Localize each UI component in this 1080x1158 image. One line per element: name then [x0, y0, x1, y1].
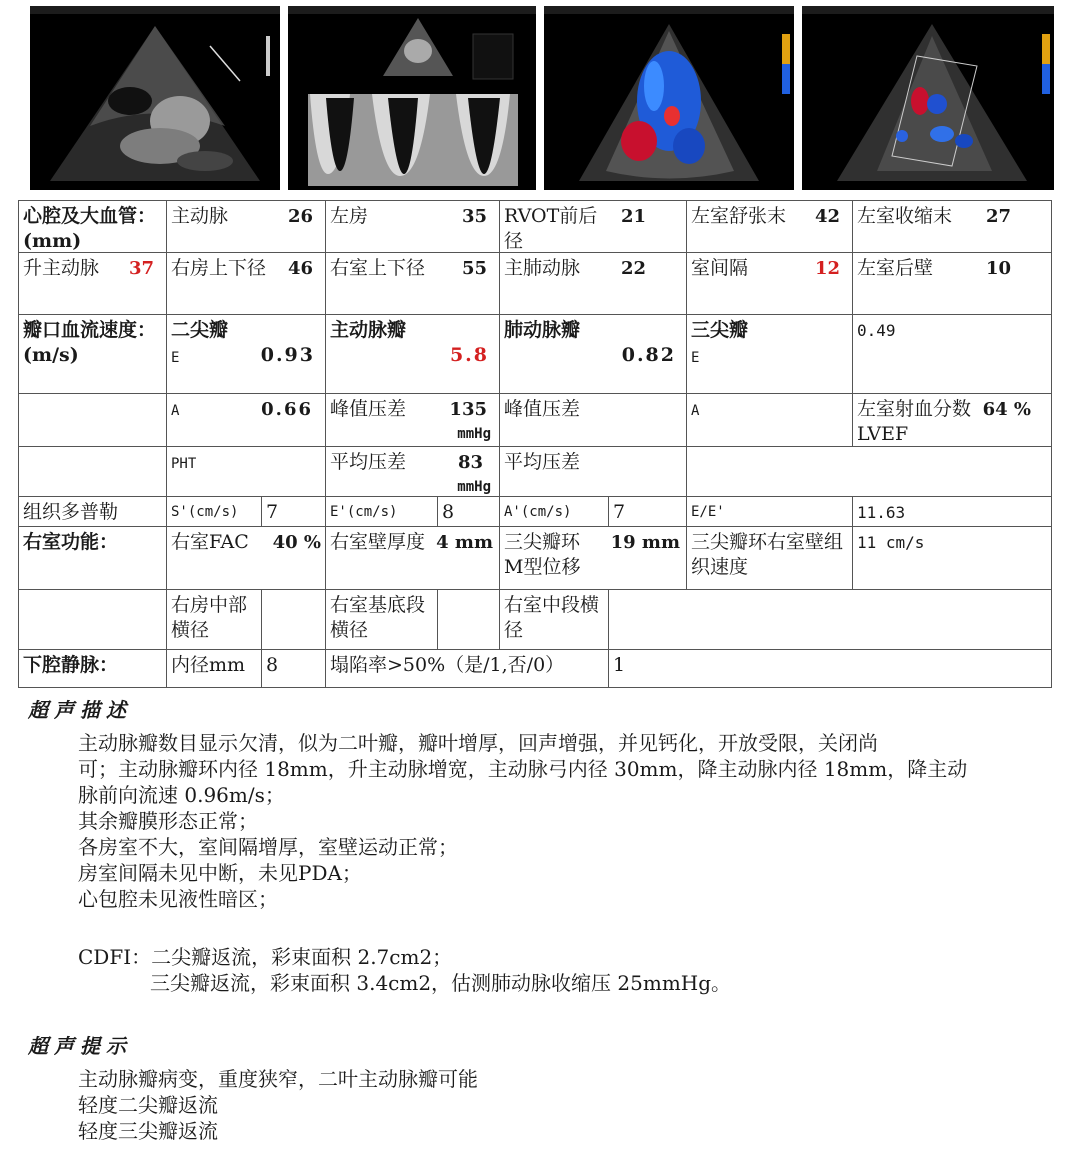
a-prime-label: A'(cm/s)	[499, 496, 609, 527]
measurement-table	[18, 200, 1052, 688]
tricuspid-valve-cell: 三尖瓣 E	[686, 314, 853, 394]
pulmonary-mean-gradient-cell: 平均压差	[499, 446, 687, 497]
empty-cell	[608, 589, 1052, 650]
conclusion-body	[78, 1066, 1058, 1144]
echo-image-doppler	[288, 6, 536, 190]
lvef-cell: 左室射血分数LVEF 64 %	[852, 393, 1052, 447]
conclusion-line: 轻度三尖瓣返流	[78, 1119, 218, 1143]
lv-end-diastolic-cell: 左室舒张末 42	[686, 200, 853, 253]
tricuspid-a-cell: A	[686, 393, 853, 447]
aortic-mean-gradient-cell: 平均压差 83 mmHg	[325, 446, 500, 497]
ra-long-axis-cell: 右房上下径 46	[166, 252, 326, 315]
conclusion-line: 轻度二尖瓣返流	[78, 1093, 218, 1117]
ivc-diameter-value: 8	[261, 649, 326, 688]
cardiac-chambers-header: 心腔及大血管：(mm)	[18, 200, 167, 253]
aorta-cell: 主动脉 26	[166, 200, 326, 253]
cdfi-line: CDFI：二尖瓣返流，彩束面积 2.7cm2；	[78, 945, 453, 969]
description-line: 其余瓣膜形态正常；	[78, 809, 258, 833]
pulmonary-valve-cell: 肺动脉瓣 0.82	[499, 314, 687, 394]
description-line: 心包腔未见液性暗区；	[78, 887, 278, 911]
conclusion-heading: 超声提示	[28, 1034, 132, 1058]
ascending-aorta-cell: 升主动脉 37	[18, 252, 167, 315]
cdfi-block	[78, 944, 1058, 996]
tissue-doppler-label: 组织多普勒	[18, 496, 167, 527]
rv-long-axis-cell: 右室上下径 55	[325, 252, 500, 315]
empty-cell	[18, 393, 167, 447]
rv-wall-thickness-cell: 右室壁厚度 4 mm	[325, 526, 500, 590]
tapse-cell: 三尖瓣环M型位移 19 mm	[499, 526, 687, 590]
mitral-a-cell: A 0.66	[166, 393, 326, 447]
ivs-cell: 室间隔 12	[686, 252, 853, 315]
valve-velocity-header: 瓣口血流速度：(m/s)	[18, 314, 167, 394]
lv-posterior-wall-cell: 左室后壁 10	[852, 252, 1052, 315]
ivc-collapse-label: 塌陷率>50%（是/1,否/0）	[325, 649, 609, 688]
description-line: 主动脉瓣数目显示欠清，似为二叶瓣，瓣叶增厚，回声增强，并见钙化，开放受限，关闭尚	[78, 731, 878, 755]
empty-cell	[18, 589, 167, 650]
echo-image-parasternal	[30, 6, 280, 190]
rvot-cell: RVOT前后径 21	[499, 200, 687, 253]
tricuspid-annulus-velocity-value: 11 cm/s	[852, 526, 1052, 590]
left-atrium-cell: 左房 35	[325, 200, 500, 253]
description-line: 可；主动脉瓣环内径 18mm，升主动脉增宽，主动脉弓内径 30mm，降主动脉内径 18mm，降主动	[78, 757, 968, 781]
mitral-valve-cell: 二尖瓣 E 0.93	[166, 314, 326, 394]
description-line: 脉前向流速 0.96m/s；	[78, 783, 285, 807]
s-prime-value: 7	[261, 496, 326, 527]
ivc-diameter-label: 内径mm	[166, 649, 262, 688]
pulmonary-peak-gradient-cell: 峰值压差	[499, 393, 687, 447]
description-line: 房室间隔未见中断，未见PDA；	[78, 861, 362, 885]
cdfi-line: 三尖瓣返流，彩束面积 3.4cm2，估测肺动脉收缩压 25mmHg。	[150, 971, 732, 995]
aortic-valve-cell: 主动脉瓣 5.8	[325, 314, 500, 394]
e-prime-value: 8	[437, 496, 500, 527]
ra-mid-diameter-value	[261, 589, 326, 650]
rv-mid-diameter-label: 右室中段横径	[499, 589, 609, 650]
empty-cell	[18, 446, 167, 497]
rv-basal-diameter-label: 右室基底段横径	[325, 589, 438, 650]
e-prime-label: E'(cm/s)	[325, 496, 438, 527]
ra-mid-diameter-label: 右房中部横径	[166, 589, 262, 650]
conclusion-line: 主动脉瓣病变，重度狭窄，二叶主动脉瓣可能	[78, 1067, 478, 1091]
a-prime-value: 7	[608, 496, 687, 527]
rv-fac-cell: 右室FAC 40 %	[166, 526, 326, 590]
description-body	[78, 730, 1058, 912]
aortic-peak-gradient-cell: 峰值压差 135 mmHg	[325, 393, 500, 447]
rv-basal-diameter-value	[437, 589, 500, 650]
e-over-e-prime-label: E/E'	[686, 496, 853, 527]
echo-image-color-doppler-1	[544, 6, 794, 190]
tricuspid-annulus-velocity-cell: 三尖瓣环右室壁组织速度	[686, 526, 853, 590]
echo-image-color-doppler-2	[802, 6, 1054, 190]
lv-end-systolic-cell: 左室收缩末 27	[852, 200, 1052, 253]
tricuspid-e-value-cell: 0.49	[852, 314, 1052, 394]
description-line: 各房室不大，室间隔增厚，室壁运动正常；	[78, 835, 458, 859]
description-heading: 超声描述	[28, 698, 132, 722]
main-pulmonary-artery-cell: 主肺动脉 22	[499, 252, 687, 315]
ivc-collapse-value: 1	[608, 649, 1052, 688]
s-prime-label: S'(cm/s)	[166, 496, 262, 527]
e-over-e-prime-value: 11.63	[852, 496, 1052, 527]
rv-function-header: 右室功能：	[18, 526, 167, 590]
pht-cell: PHT	[166, 446, 326, 497]
empty-cell	[686, 446, 1052, 497]
ivc-header: 下腔静脉：	[18, 649, 167, 688]
